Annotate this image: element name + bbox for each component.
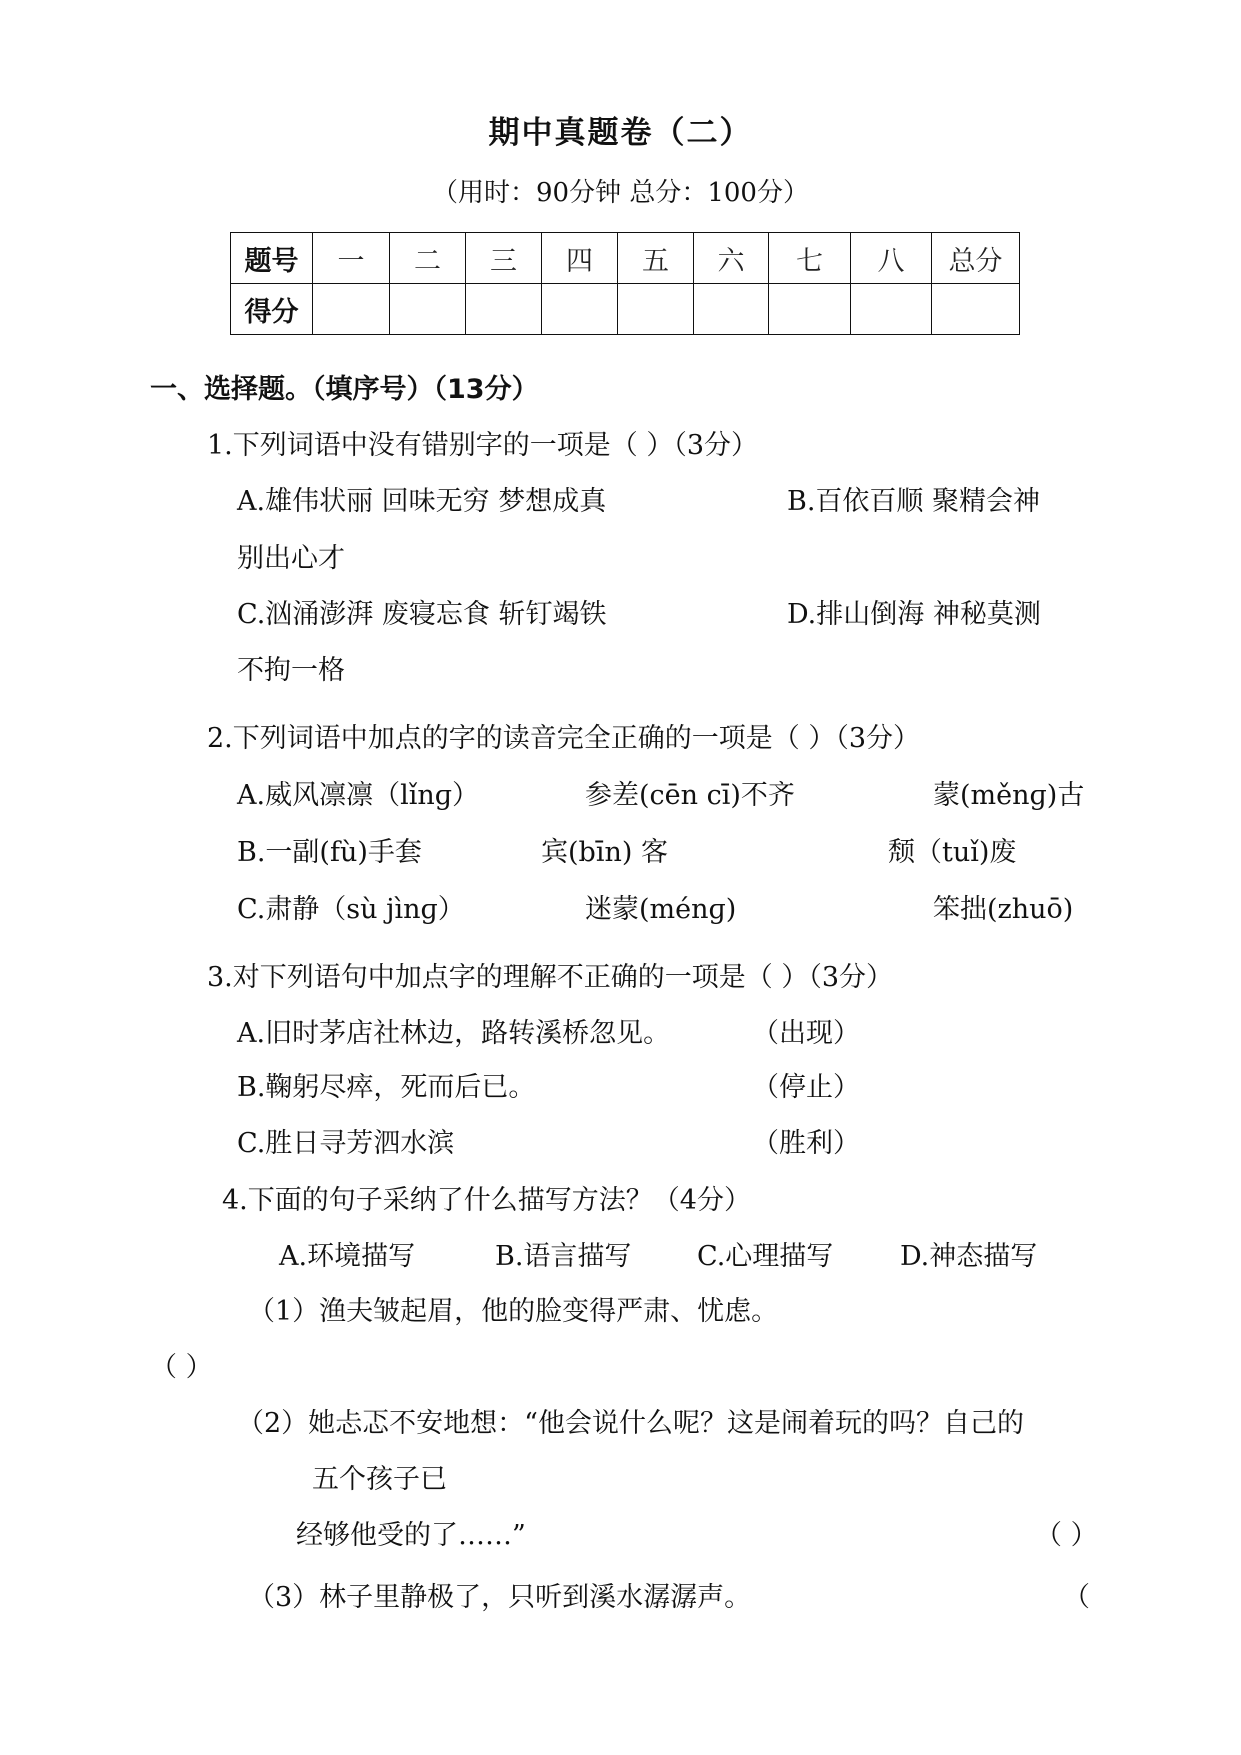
page-title: 期中真题卷（二） xyxy=(488,115,753,151)
q2-option-a-3: 蒙(měnɡ)古 xyxy=(933,780,1085,811)
q4-sentence-3: （3）林子里静极了，只听到溪水潺潺声。 xyxy=(248,1582,752,1613)
q1-option-b: B.百依百顺 聚精会神 xyxy=(787,486,1041,517)
score-label: 得分 xyxy=(231,284,313,335)
q2-option-c-2: 迷蒙(ménɡ) xyxy=(585,894,737,925)
q2-option-c-1: C.肃静（sù jìnɡ） xyxy=(237,894,465,925)
score-cell xyxy=(618,284,694,335)
question-4-stem: 4.下面的句子采纳了什么描写方法？（4分） xyxy=(222,1185,751,1216)
question-2-stem: 2.下列词语中加点的字的读音完全正确的一项是（ ）（3分） xyxy=(207,723,921,754)
q1-option-d-continued: 不拘一格 xyxy=(237,655,345,686)
column-header: 四 xyxy=(542,233,618,284)
q2-option-b-3: 颓（tuǐ)废 xyxy=(888,837,1017,868)
score-cell xyxy=(390,284,466,335)
column-header: 一 xyxy=(313,233,390,284)
column-header: 六 xyxy=(694,233,769,284)
q4-option-a: A.环境描写 xyxy=(279,1241,416,1272)
q4-option-c: C.心理描写 xyxy=(697,1241,834,1272)
question-3-stem: 3.对下列语句中加点字的理解不正确的一项是（ ）（3分） xyxy=(207,962,894,993)
q4-option-d: D.神态描写 xyxy=(900,1241,1038,1272)
q1-option-b-continued: 别出心才 xyxy=(237,543,345,574)
q1-option-c: C.汹涌澎湃 废寝忘食 斩钉竭铁 xyxy=(237,599,607,630)
column-header: 三 xyxy=(466,233,542,284)
q3-option-c-meaning: （胜利） xyxy=(752,1128,860,1159)
score-table-header-row xyxy=(231,233,1020,284)
score-cell xyxy=(694,284,769,335)
section-heading-points: （填序号）（13分） xyxy=(312,374,539,405)
q3-option-a: A.旧时茅店社林边，路转溪桥忽见。 xyxy=(237,1018,671,1049)
q3-option-b-meaning: （停止） xyxy=(752,1072,860,1103)
q1-option-d: D.排山倒海 神秘莫测 xyxy=(787,599,1041,630)
q2-option-a-1: A.威风凛凛（lǐnɡ） xyxy=(237,780,480,811)
q2-option-c-3: 笨拙(zhuō) xyxy=(933,894,1074,925)
column-header: 二 xyxy=(390,233,466,284)
section-heading xyxy=(150,376,539,403)
score-cell xyxy=(851,284,932,335)
score-cell xyxy=(542,284,618,335)
q4-sentence-1-answer-blank[interactable]: （ ） xyxy=(150,1352,213,1383)
column-header: 五 xyxy=(618,233,694,284)
q2-option-b-2: 宾(bīn) 客 xyxy=(541,837,668,868)
score-cell xyxy=(466,284,542,335)
q4-sentence-1: （1）渔夫皱起眉，他的脸变得严肃、忧虑。 xyxy=(248,1296,779,1327)
question-1-stem: 1.下列词语中没有错别字的一项是（ ）（3分） xyxy=(207,430,759,461)
exam-info: （用时：90分钟 总分：100分） xyxy=(432,178,809,208)
score-cell xyxy=(932,284,1020,335)
q2-option-a-2: 参差(cēn cī)不齐 xyxy=(585,780,795,811)
column-header: 八 xyxy=(851,233,932,284)
q1-option-a: A.雄伟状丽 回味无穷 梦想成真 xyxy=(237,486,607,517)
column-header-total: 总分 xyxy=(932,233,1020,284)
score-cell xyxy=(313,284,390,335)
column-header: 七 xyxy=(769,233,851,284)
question-number-label: 题号 xyxy=(231,233,313,284)
score-table xyxy=(230,232,1020,335)
q4-sentence-3-answer-blank[interactable]: （ xyxy=(1063,1582,1090,1613)
section-heading-main: 一、选择题。 xyxy=(150,374,312,405)
q4-option-b: B.语言描写 xyxy=(495,1241,632,1272)
q2-option-b-1: B.一副(fù)手套 xyxy=(237,837,422,868)
score-table-score-row xyxy=(231,284,1020,335)
q3-option-a-meaning: （出现） xyxy=(752,1018,860,1049)
q4-sentence-2-answer-blank[interactable]: （ ） xyxy=(1035,1520,1098,1551)
q3-option-c: C.胜日寻芳泗水滨 xyxy=(237,1128,455,1159)
q4-sentence-2: （2）她忐忑不安地想：“他会说什么呢？这是闹着玩的吗？自己的 xyxy=(237,1408,1024,1439)
q3-option-b: B.鞠躬尽瘁，死而后已。 xyxy=(237,1072,536,1103)
q4-sentence-2-continued: 五个孩子已 xyxy=(312,1464,447,1495)
score-cell xyxy=(769,284,851,335)
q4-sentence-2-continued: 经够他受的了……” xyxy=(296,1520,526,1551)
